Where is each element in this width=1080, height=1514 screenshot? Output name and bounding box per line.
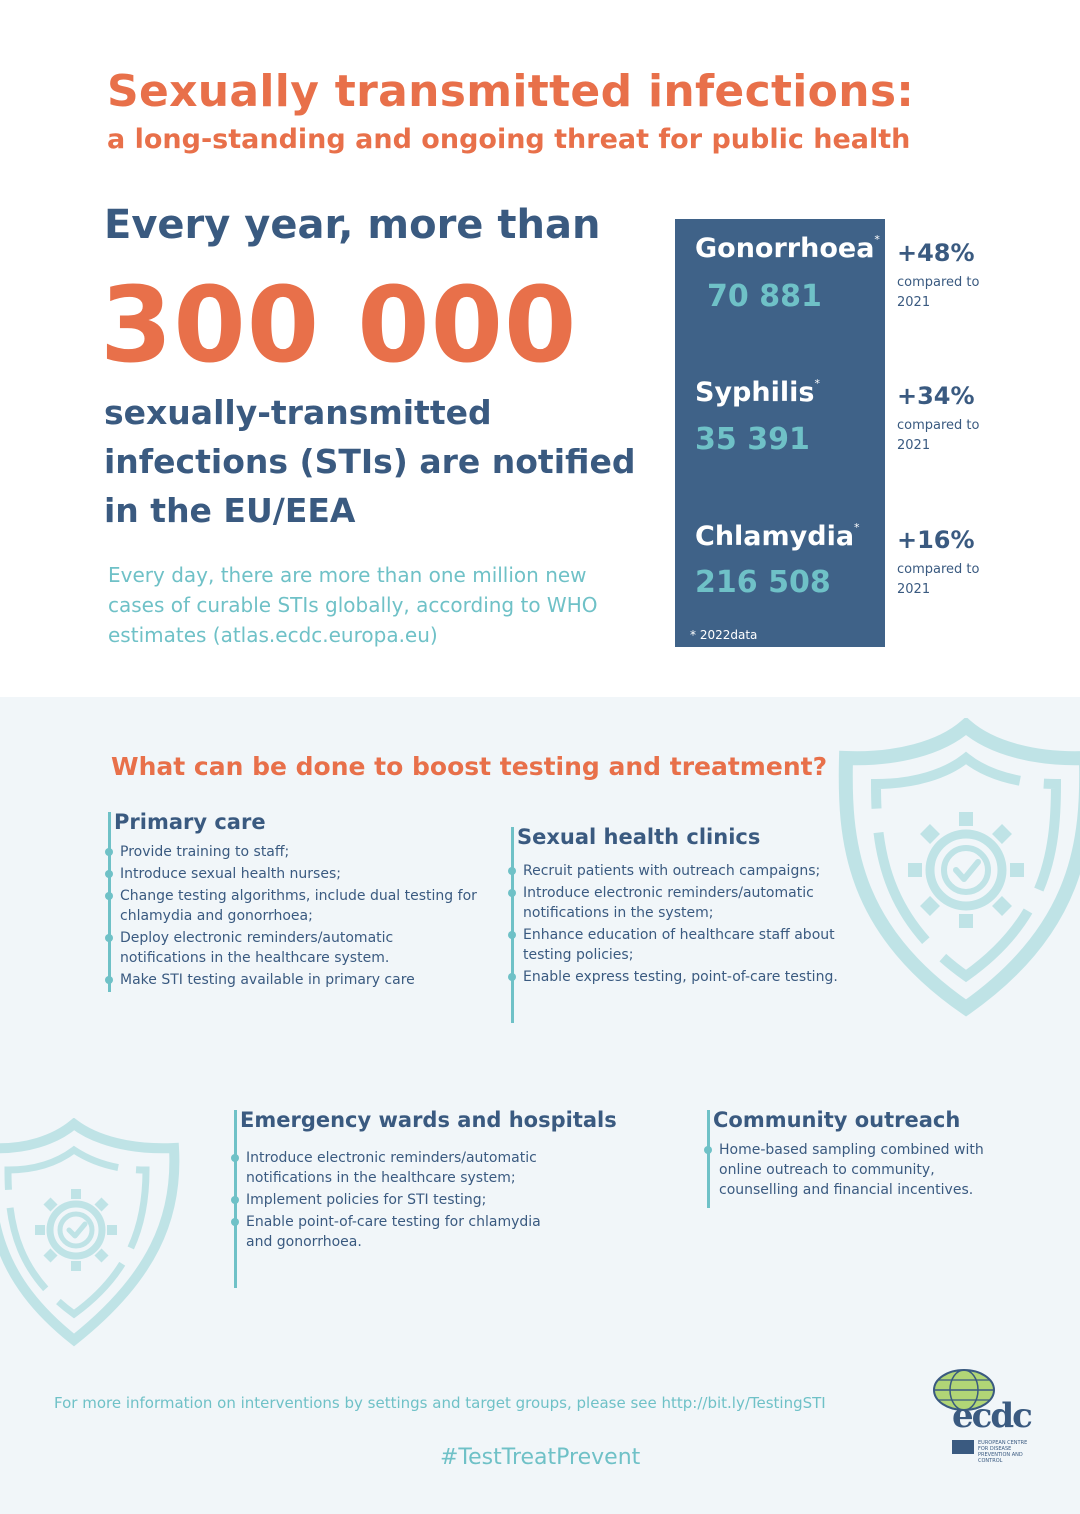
list-item: Introduce sexual health nurses; [108, 864, 478, 884]
clinics-list [511, 861, 861, 987]
clinics-title: Sexual health clinics [517, 825, 761, 849]
compare-gonorrhoea: compared to 2021 [897, 275, 980, 310]
hashtag: #TestTreatPrevent [440, 1445, 641, 1470]
compare-chlamydia: compared to 2021 [897, 562, 980, 597]
daily-note: Every day, there are more than one million new cases of curable STIs globally, according to WHO estimates (atlas.ecdc.europa.eu) [108, 563, 598, 647]
primary-care-list [108, 842, 478, 990]
ecdc-logo [930, 1366, 1040, 1464]
stat-name-gonorrhoea: Gonorrhoea* [695, 233, 880, 264]
primary-care-title: Primary care [114, 810, 266, 834]
change-gonorrhoea: +48% [897, 239, 975, 267]
stat-value-gonorrhoea: 70 881 [707, 279, 822, 314]
list-item: Introduce electronic reminders/automatic notifications in the healthcare system; [234, 1148, 564, 1188]
primary-care-column [108, 810, 478, 992]
community-list [707, 1140, 997, 1200]
list-item: Enhance education of healthcare staff about testing policies; [511, 925, 861, 965]
page-title: Sexually transmitted infections: [107, 66, 915, 117]
list-item: Provide training to staff; [108, 842, 478, 862]
change-chlamydia: +16% [897, 526, 975, 554]
compare-syphilis: compared to 2021 [897, 418, 980, 453]
shield-gear-icon-left [0, 1118, 180, 1348]
logo-wordmark: ecdc [952, 1396, 1031, 1436]
list-item: Enable point-of-care testing for chlamydia and gonorrhoea. [234, 1212, 564, 1252]
list-item: Introduce electronic reminders/automatic notifications in the system; [511, 883, 861, 923]
intro-lead: Every year, more than [104, 202, 601, 248]
eu-flag-icon [952, 1440, 974, 1454]
clinics-column [511, 825, 861, 989]
community-column [707, 1108, 997, 1202]
logo-tagline: EUROPEAN CENTRE FOR DISEASE PREVENTION AND CONTROL [978, 1440, 1028, 1464]
stat-name-syphilis: Syphilis* [695, 377, 820, 408]
stat-name-chlamydia: Chlamydia* [695, 521, 860, 552]
emergency-column [234, 1108, 617, 1254]
list-item: Implement policies for STI testing; [234, 1190, 564, 1210]
list-item: Recruit patients with outreach campaigns; [511, 861, 861, 881]
data-footnote: * 2022data [690, 628, 758, 642]
stat-value-chlamydia: 216 508 [695, 565, 831, 600]
stat-value-syphilis: 35 391 [695, 422, 810, 457]
more-info-note: For more information on interventions by settings and target groups, please see http://bit.ly/TestingSTI [54, 1394, 826, 1412]
community-title: Community outreach [713, 1108, 961, 1132]
section-question: What can be done to boost testing and treatment? [111, 752, 828, 781]
intro-description: sexually-transmitted infections (STIs) are notified in the EU/EEA [104, 393, 636, 530]
list-item: Enable express testing, point-of-care testing. [511, 967, 861, 987]
list-item: Change testing algorithms, include dual testing for chlamydia and gonorrhoea; [108, 886, 478, 926]
list-item: Deploy electronic reminders/automatic notifications in the healthcare system. [108, 928, 478, 968]
shield-gear-icon [836, 718, 1080, 1018]
stats-panel [675, 219, 885, 647]
page-subtitle: a long-standing and ongoing threat for public health [107, 124, 911, 155]
list-item: Home-based sampling combined with online outreach to community, counselling and financial incentives. [707, 1140, 997, 1200]
emergency-list [234, 1148, 564, 1252]
big-number: 300 000 [100, 264, 578, 386]
list-item: Make STI testing available in primary care [108, 970, 478, 990]
change-syphilis: +34% [897, 382, 975, 410]
emergency-title: Emergency wards and hospitals [240, 1108, 617, 1132]
